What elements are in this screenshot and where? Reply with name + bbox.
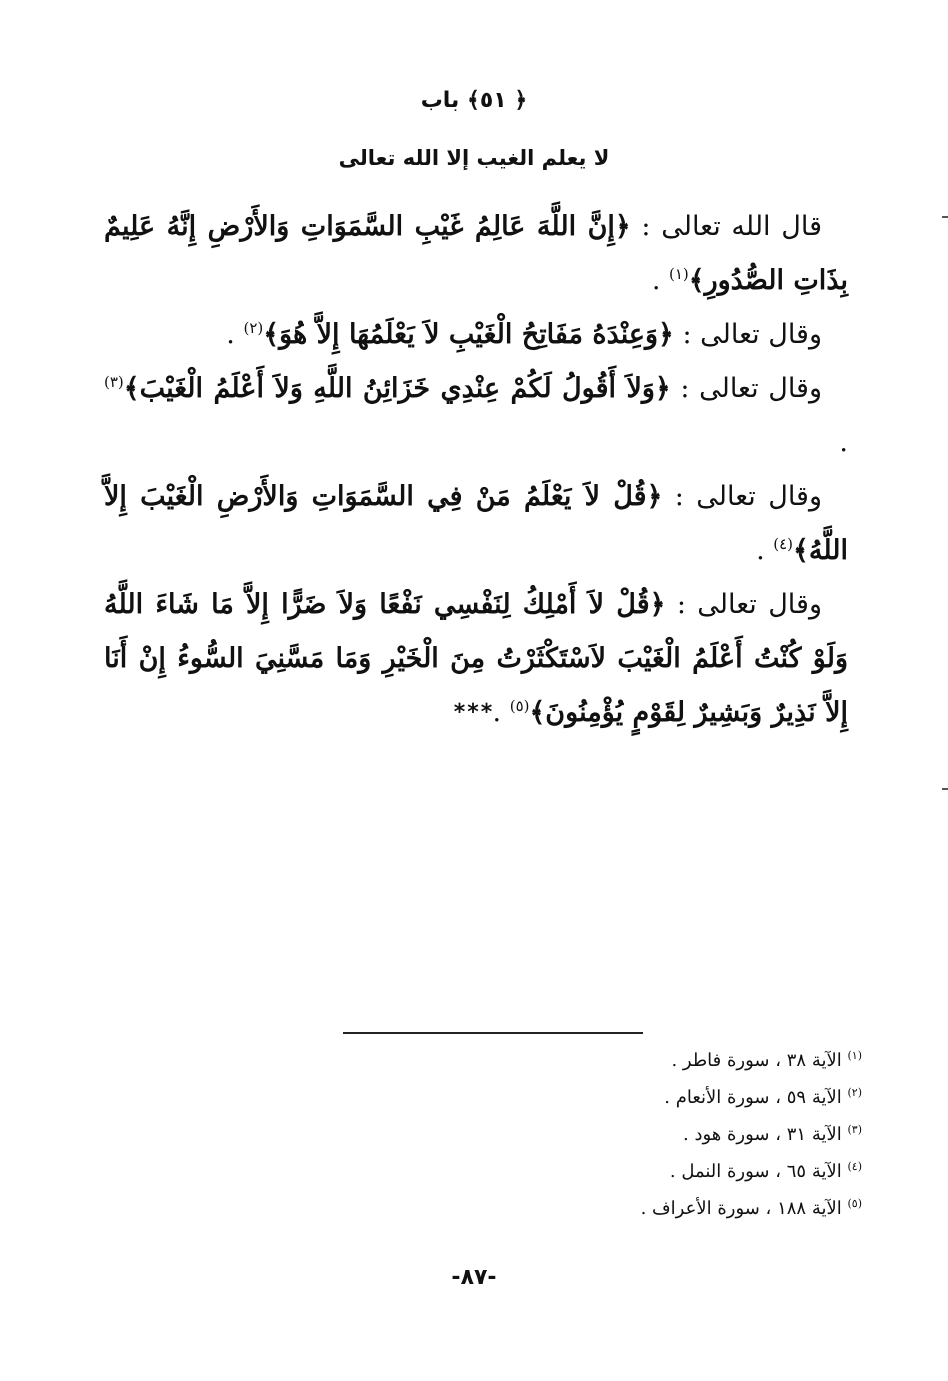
footnote-number: (٤) xyxy=(847,1160,862,1173)
footnote-item xyxy=(362,1042,862,1079)
scan-edge-mark xyxy=(942,216,948,218)
footnote-item xyxy=(362,1153,862,1190)
section-separator: *** xyxy=(453,700,495,725)
footnote-number: (٥) xyxy=(847,1197,862,1210)
footnote-number: (٢) xyxy=(847,1086,862,1099)
scan-edge-mark xyxy=(942,788,948,790)
quran-verse: ﴿قُلْ لاَ أَمْلِكُ لِنَفْسِي نَفْعًا وَلاَ ضَرًّا إِلاَّ مَا شَاءَ اللَّهُ وَلَوْ كُنْتُ أَعْلَمُ الْغَيْبَ لاَسْتَكْثَرْتُ مِنَ الْخَيْرِ وَمَا مَسَّنِيَ السُّوءُ إِنْ أَنَا إِلاَّ نَذِيرٌ وَبَشِيرٌ لِقَوْمٍ يُؤْمِنُونَ﴾ xyxy=(104,589,848,728)
footnote-divider xyxy=(343,1032,643,1034)
main-text xyxy=(104,200,848,740)
footnote-text: الآية ٣٨ ، سورة فاطر . xyxy=(671,1050,848,1071)
paragraph-lead: وقال تعالى : xyxy=(662,481,822,512)
paragraph-lead: وقال تعالى : xyxy=(670,373,822,404)
quran-verse: ﴿وَعِنْدَهُ مَفَاتِحُ الْغَيْبِ لاَ يَعْلَمُهَا إِلاَّ هُوَ﴾ xyxy=(263,319,674,350)
paragraph-lead: وقال تعالى : xyxy=(665,589,822,620)
footnote-number: (١) xyxy=(847,1049,862,1062)
chapter-title: لا يعلم الغيب إلا الله تعالى xyxy=(338,146,610,170)
footnote-item xyxy=(362,1116,862,1153)
footnote-text: الآية ٦٥ ، سورة النمل . xyxy=(669,1161,848,1182)
paragraph-4 xyxy=(104,470,848,578)
paragraph-tail: . xyxy=(492,697,510,728)
footnote-number: (٣) xyxy=(847,1123,862,1136)
page-number: -٨٧- xyxy=(451,1265,497,1290)
footnote-marker: (٥) xyxy=(509,697,530,715)
footnote-marker: (٢) xyxy=(243,319,264,337)
paragraph-lead: قال الله تعالى : xyxy=(630,211,822,242)
footnotes xyxy=(362,1042,862,1227)
footnote-marker: (٤) xyxy=(773,535,794,553)
footnote-marker: (١) xyxy=(669,265,689,283)
quran-verse: ﴿وَلاَ أَقُولُ لَكُمْ عِنْدِي خَزَائِنُ اللَّهِ وَلاَ أَعْلَمُ الْغَيْبَ﴾ xyxy=(123,373,671,404)
footnote-text: الآية ١٨٨ ، سورة الأعراف . xyxy=(640,1198,848,1219)
footnote-text: الآية ٣١ ، سورة هود . xyxy=(683,1124,848,1145)
paragraph-1 xyxy=(104,200,848,308)
quran-verse: ﴿قُلْ لاَ يَعْلَمُ مَنْ فِي السَّمَوَاتِ وَالأَرْضِ الْغَيْبَ إِلاَّ اللَّهُ﴾ xyxy=(104,481,848,566)
paragraph-tail: . xyxy=(651,265,669,296)
footnote-item xyxy=(362,1190,862,1227)
paragraph-lead: وقال تعالى : xyxy=(673,319,822,350)
paragraph-3 xyxy=(104,362,848,470)
footnote-item xyxy=(362,1079,862,1116)
paragraph-tail: . xyxy=(226,319,244,350)
paragraph-2 xyxy=(104,308,848,362)
footnote-text: الآية ٥٩ ، سورة الأنعام . xyxy=(664,1087,848,1108)
paragraph-tail: . xyxy=(839,427,848,458)
paragraph-tail: . xyxy=(756,535,774,566)
footnote-marker: (٣) xyxy=(104,373,124,391)
quran-verse: ﴿إِنَّ اللَّهَ عَالِمُ غَيْبِ السَّمَوَاتِ وَالأَرْضِ إِنَّهُ عَلِيمٌ بِذَاتِ الصُّدُورِ﴾ xyxy=(104,211,848,296)
chapter-heading: ﴿ ٥١﴾ باب xyxy=(420,88,528,113)
